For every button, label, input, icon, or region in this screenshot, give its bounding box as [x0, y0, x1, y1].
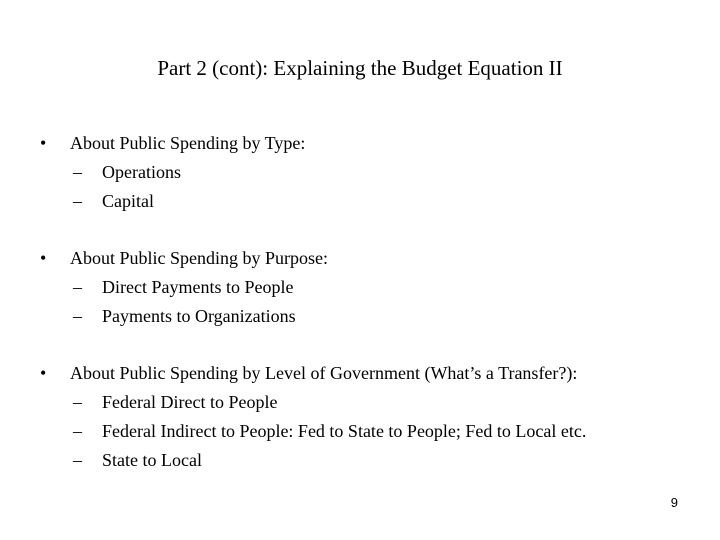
sub-item — [0, 417, 720, 446]
sub-item-text: Federal Direct to People — [102, 392, 278, 412]
sub-item — [0, 187, 720, 216]
dash-marker: – — [73, 450, 82, 470]
sub-item-text: Payments to Organizations — [102, 306, 296, 326]
dash-marker: – — [73, 421, 82, 441]
dash-marker: – — [73, 162, 82, 182]
bullet-item — [0, 129, 720, 158]
sub-item — [0, 302, 720, 331]
sub-item-text: Federal Indirect to People: Fed to State to People; Fed to Local etc. — [102, 421, 587, 441]
dash-marker: – — [73, 277, 82, 297]
bullet-section-type — [0, 129, 720, 216]
bullet-section-purpose — [0, 244, 720, 331]
sub-item — [0, 388, 720, 417]
bullet-item — [0, 244, 720, 273]
sub-item — [0, 446, 720, 475]
sub-item — [0, 273, 720, 302]
bullet-section-level — [0, 359, 720, 475]
sub-item-text: Direct Payments to People — [102, 277, 294, 297]
page-number: 9 — [670, 495, 678, 510]
sub-item-text: Capital — [102, 191, 154, 211]
bullet-heading: About Public Spending by Type: — [70, 133, 306, 153]
sub-item-text: Operations — [102, 162, 181, 182]
dash-marker: – — [73, 191, 82, 211]
bullet-heading: About Public Spending by Purpose: — [70, 248, 329, 268]
slide-title: Part 2 (cont): Explaining the Budget Equation II — [157, 56, 563, 80]
sub-item — [0, 158, 720, 187]
bullet-heading: About Public Spending by Level of Government (What’s a Transfer?): — [70, 363, 578, 383]
bullet-marker: • — [40, 248, 47, 268]
bullet-marker: • — [40, 363, 47, 383]
bullet-item — [0, 359, 720, 388]
bullet-marker: • — [40, 133, 47, 153]
sub-item-text: State to Local — [102, 450, 202, 470]
dash-marker: – — [73, 306, 82, 326]
dash-marker: – — [73, 392, 82, 412]
